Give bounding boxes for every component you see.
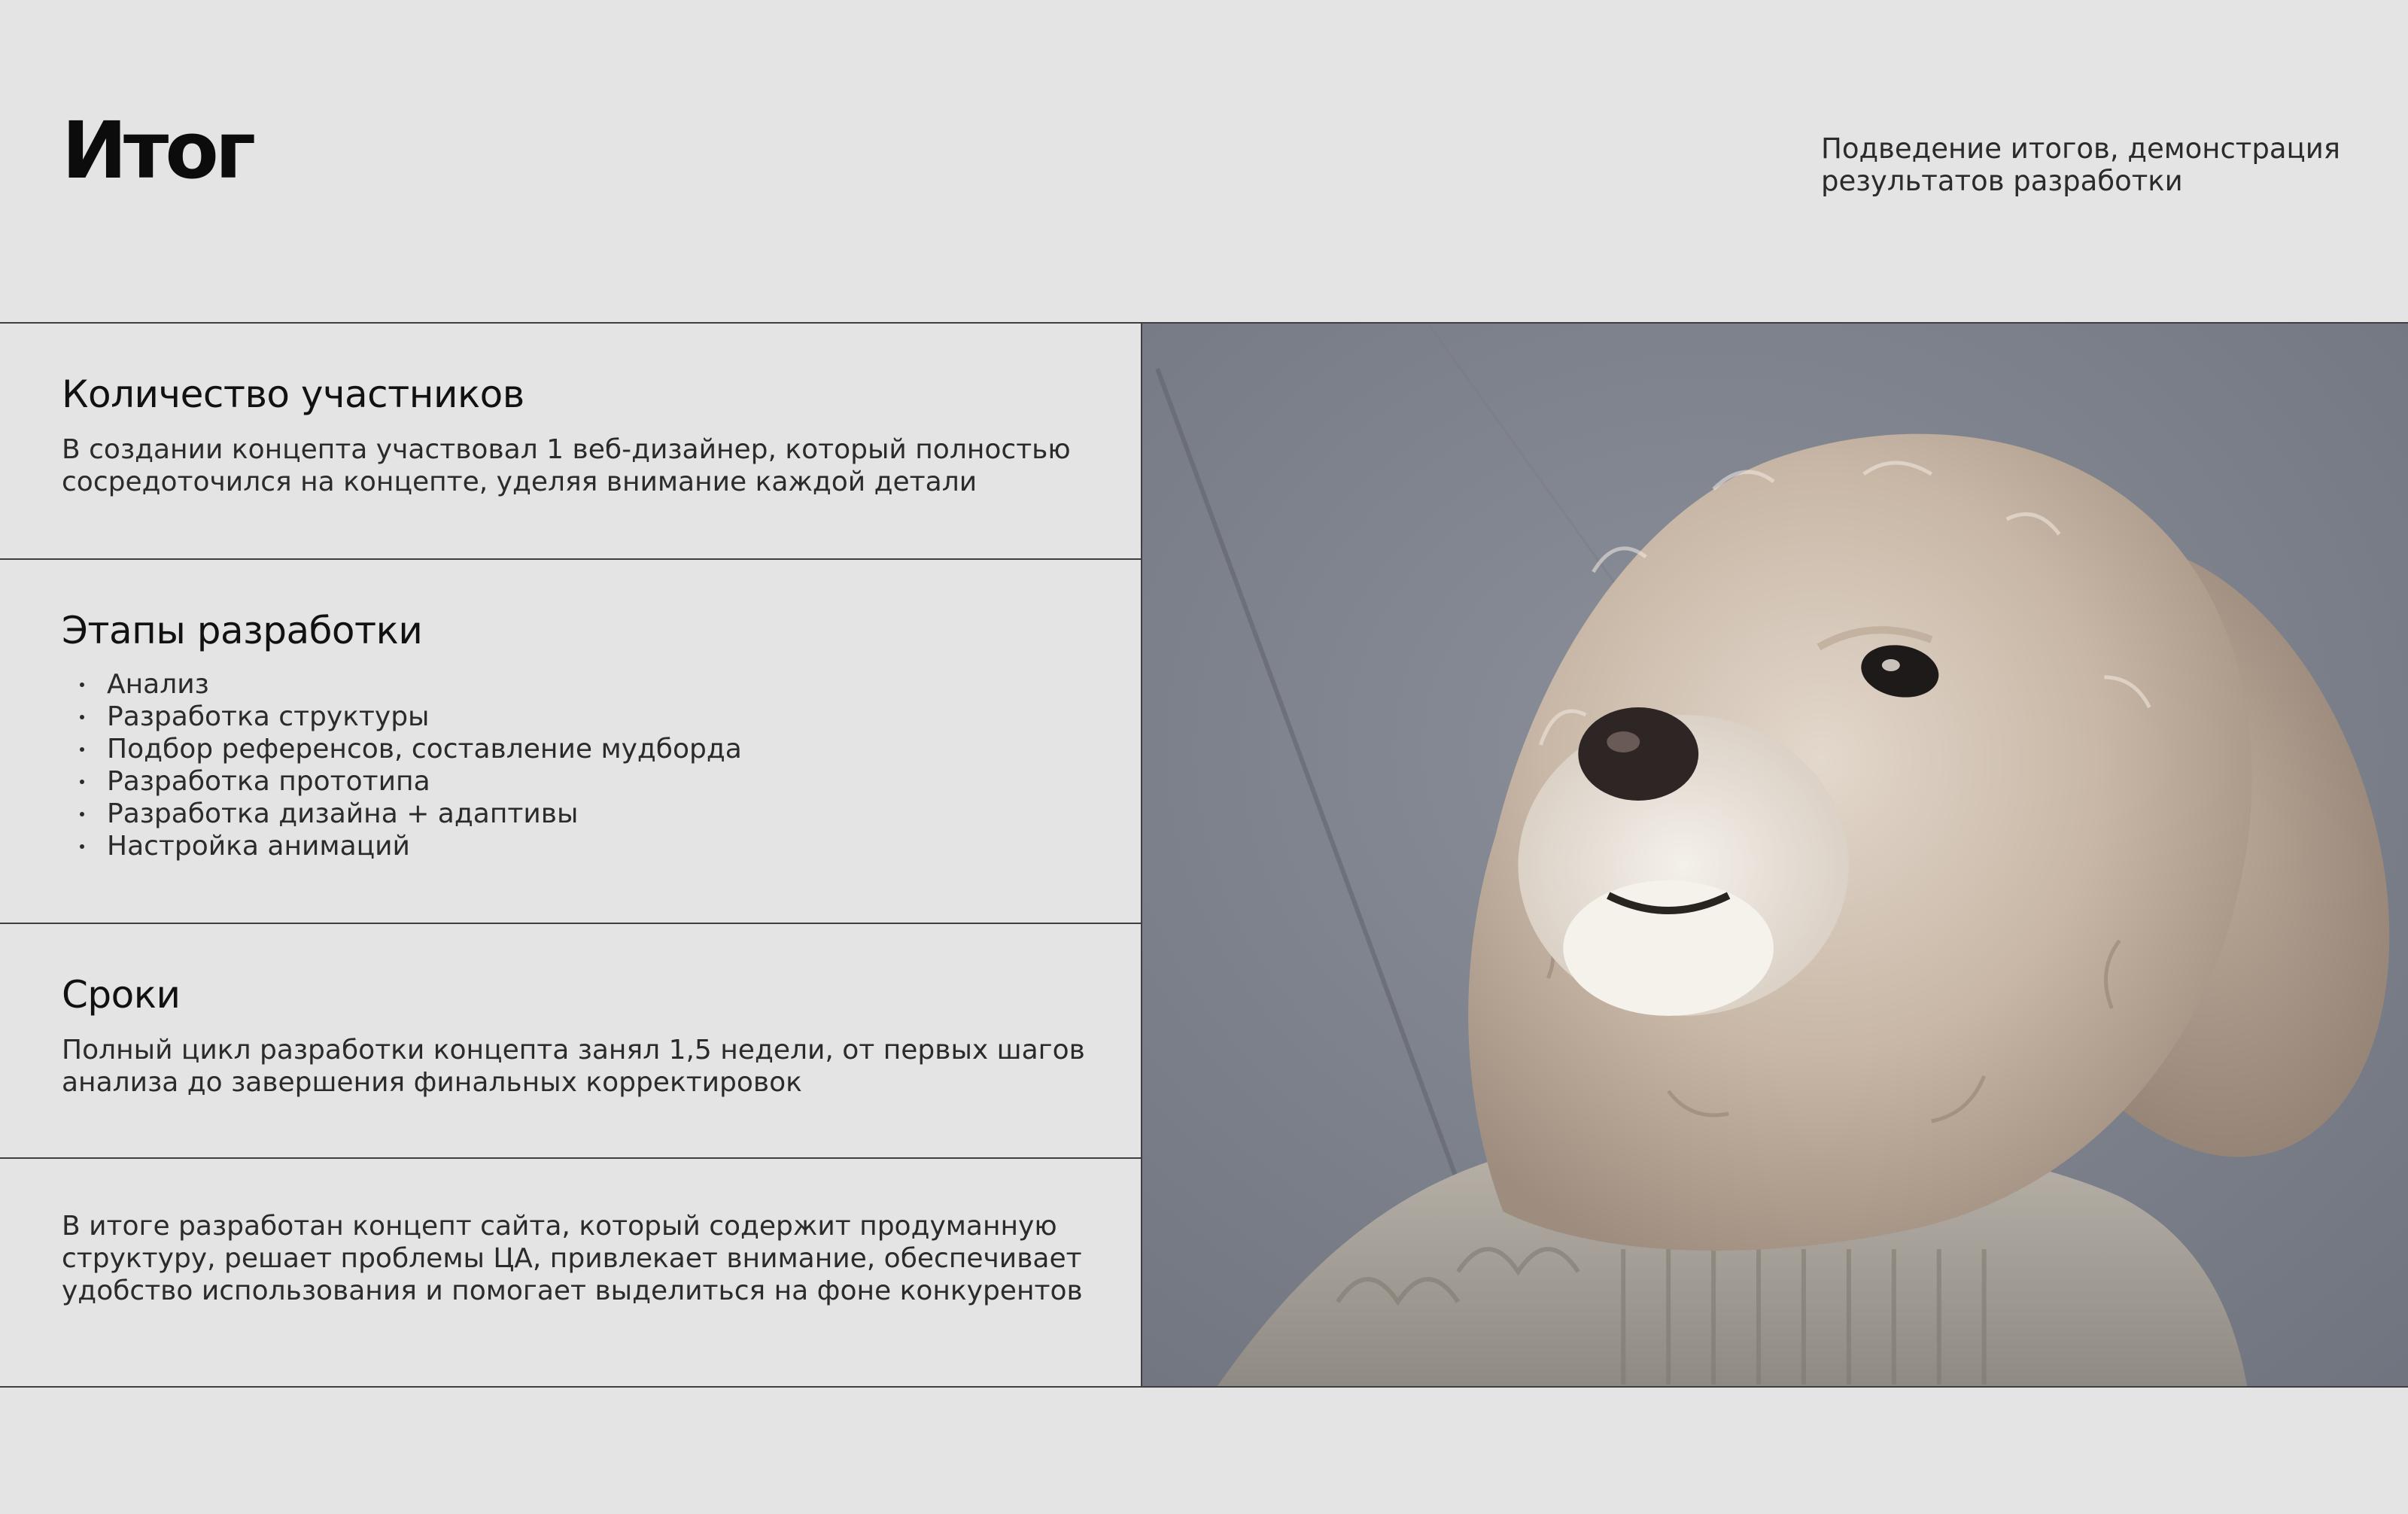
page-title: Итог [62, 105, 253, 196]
stages-section [0, 558, 1141, 923]
dog-illustration [1142, 324, 2408, 1386]
page-subtitle: Подведение итогов, демонстрация результатов разработки [1821, 132, 2340, 197]
stages-list [62, 668, 1111, 862]
conclusion-section [0, 1157, 1141, 1388]
timeline-section [0, 923, 1141, 1157]
stage-item: Подбор референсов, составление мудборда [80, 733, 1111, 765]
stage-item: Разработка дизайна + адаптивы [80, 798, 1111, 830]
stage-item: Разработка структуры [80, 701, 1111, 733]
timeline-text: Полный цикл разработки концепта занял 1,5 недели, от первых шагов анализа до завершения финальных корректировок [62, 1035, 1085, 1098]
summary-column [0, 324, 1141, 1386]
conclusion-text: В итоге разработан концепт сайта, который содержит продуманную структуру, решает проблемы ЦА, привлекает внимание, обеспечивает удобство использования и помогает выделиться на фоне конкурентов [62, 1211, 1083, 1306]
participants-heading: Количество участников [62, 372, 524, 416]
dog-photo [1141, 324, 2408, 1386]
stage-item: Разработка прототипа [80, 765, 1111, 798]
participants-section [0, 324, 1141, 558]
stage-item: Настройка анимаций [80, 830, 1111, 862]
stages-heading: Этапы разработки [62, 609, 423, 652]
stage-item: Анализ [80, 668, 1111, 701]
participants-text: В создании концепта участвовал 1 веб-дизайнер, который полностью сосредоточился на концепте, уделяя внимание каждой детали [62, 434, 1071, 497]
timeline-heading: Сроки [62, 973, 181, 1017]
summary-content [0, 322, 2408, 1388]
